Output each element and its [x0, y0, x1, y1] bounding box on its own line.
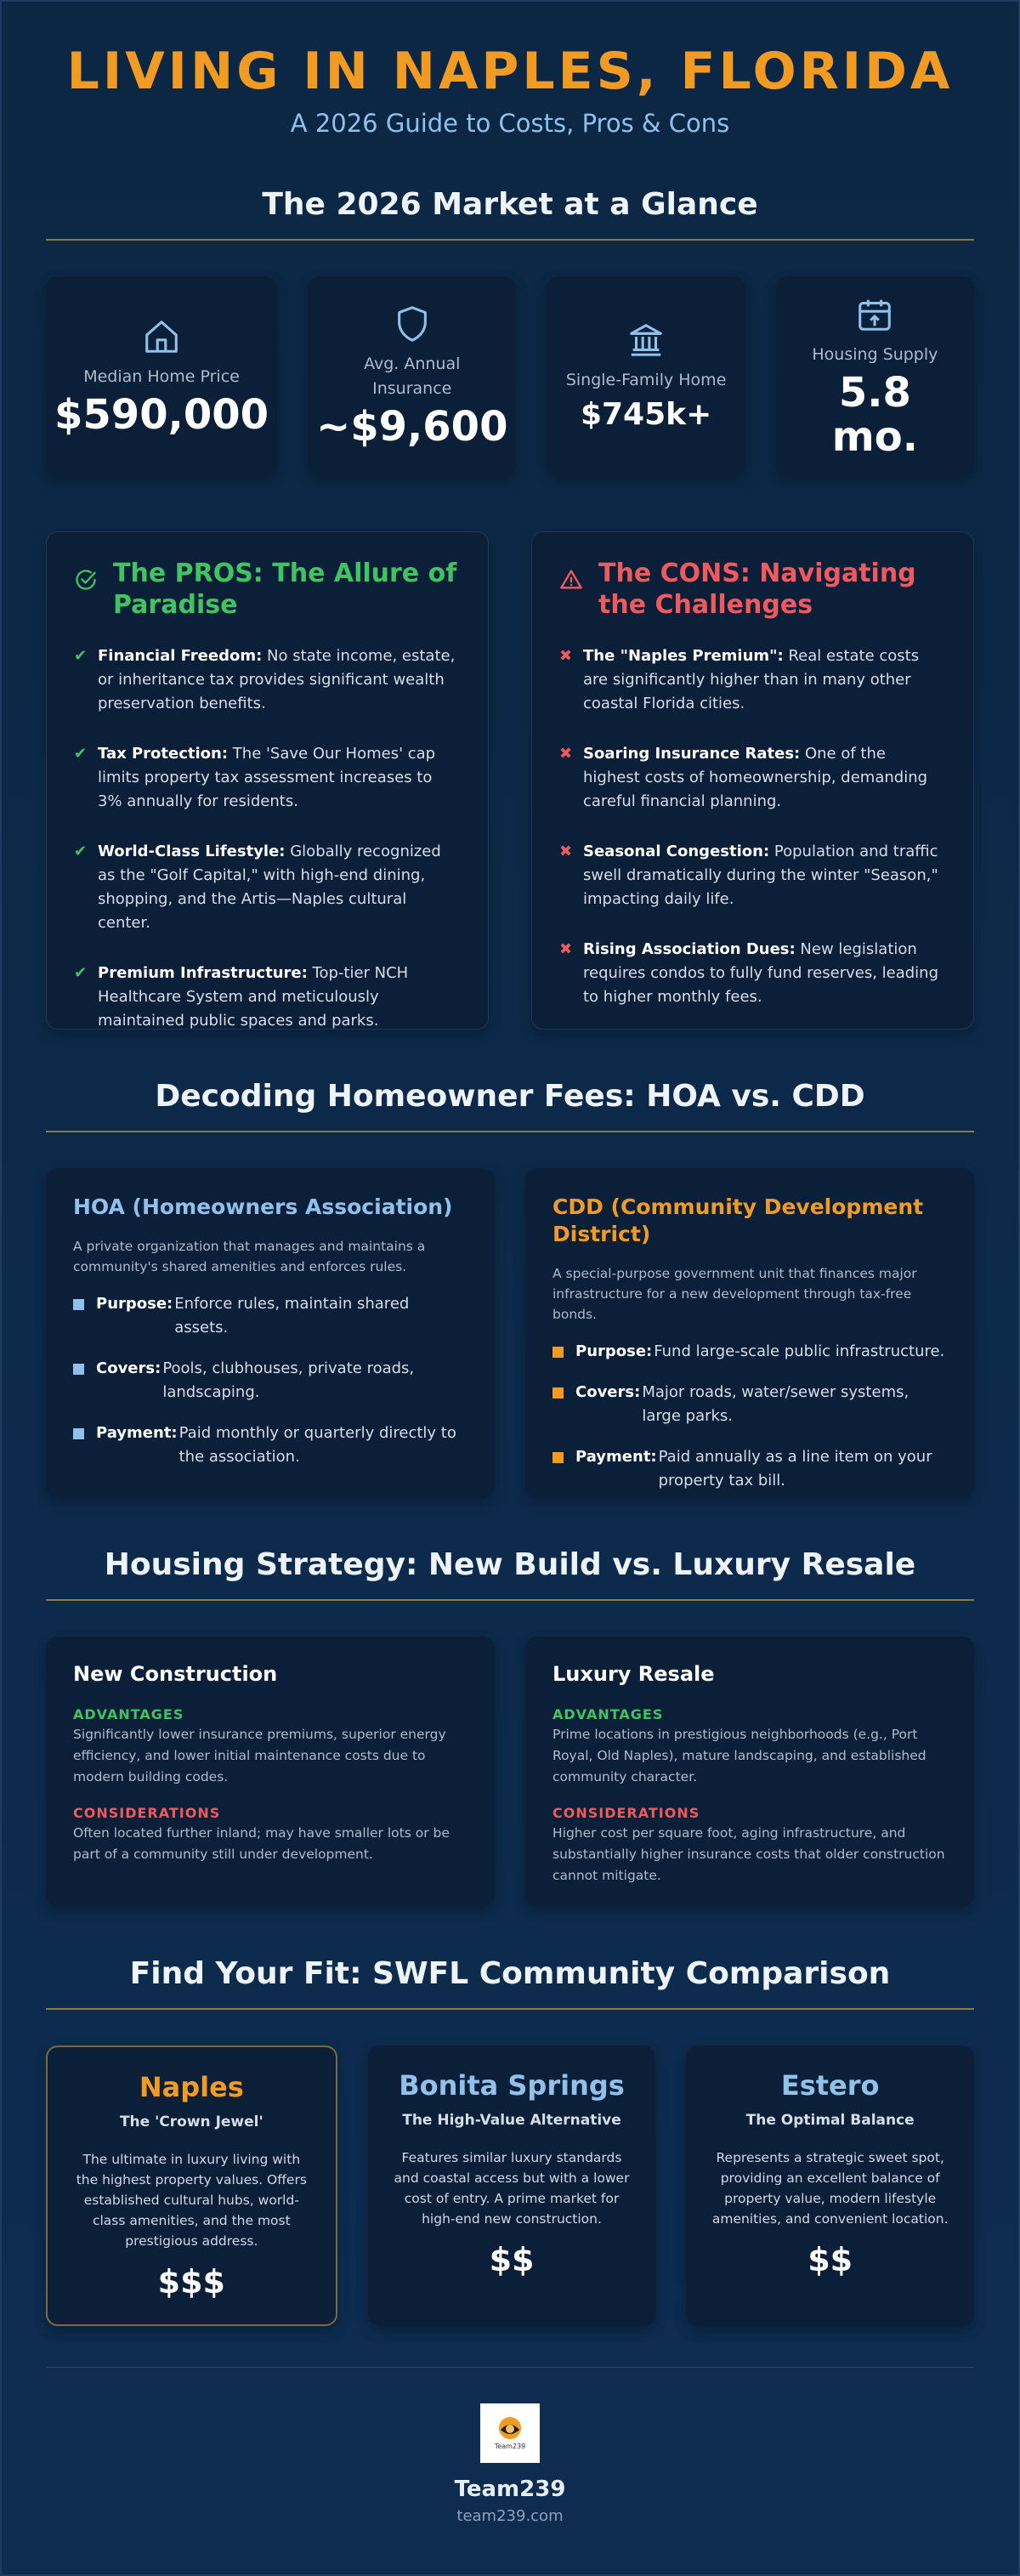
- considerations-text: Often located further inland; may have smaller lots or be part of a community still under development.: [73, 1825, 450, 1862]
- cons-item-text: [583, 938, 946, 1009]
- detail-value: Paid monthly or quarterly directly to the association.: [178, 1424, 456, 1466]
- price-level: $$: [489, 2241, 535, 2278]
- house-icon: [142, 317, 181, 356]
- pros-item-heading: Financial Freedom:: [98, 647, 263, 665]
- cons-card: [531, 531, 974, 1030]
- market-section: [46, 187, 974, 477]
- hoa-card: [46, 1168, 495, 1498]
- stat-label: Avg. Annual Insurance: [364, 355, 461, 398]
- cdd-detail-row: [552, 1381, 947, 1428]
- logo-mark-icon: [488, 2411, 532, 2455]
- square-bullet-icon: [552, 1387, 564, 1399]
- detail-value: Major roads, water/sewer systems, large parks.: [642, 1383, 910, 1425]
- stat-value: 5.8 mo.: [831, 368, 918, 461]
- cdd-description: A special-purpose government unit that finances major infrastructure for a new development through tax-free bonds.: [552, 1266, 917, 1322]
- hero: [46, 2, 974, 138]
- cons-item-body: Population and traffic swell dramatically during the winter "Season," impacting daily life.: [583, 843, 938, 908]
- pros-item-body: The 'Save Our Homes' cap limits property tax assessment increases to 3% annually for residents.: [98, 745, 436, 810]
- pros-item-body: Top-tier NCH Healthcare System and meticulously maintained public spaces and parks.: [98, 964, 409, 1030]
- advantages-text: Significantly lower insurance premiums, superior energy efficiency, and lower initial maintenance costs due to modern building codes.: [73, 1727, 446, 1784]
- calendar-icon: [855, 295, 894, 334]
- stat-card-insurance: [308, 276, 516, 477]
- pros-item-heading: Tax Protection:: [98, 745, 229, 763]
- considerations-text: Higher cost per square foot, aging infrastructure, and substantially higher insurance costs that older construction cannot mitigate.: [552, 1825, 945, 1883]
- stat-card-housing-supply: [776, 276, 974, 477]
- price-level: $$$: [157, 2263, 225, 2301]
- pros-item-text: [98, 840, 461, 935]
- cons-item: [559, 644, 946, 716]
- community-card-naples: [46, 2045, 337, 2326]
- cons-item-heading: Seasonal Congestion:: [583, 843, 770, 860]
- community-description: Represents a strategic sweet spot, providing an excellent balance of property value, modern lifestyle amenities, and convenient location.: [711, 2150, 949, 2227]
- warning-icon: [559, 568, 583, 592]
- advantages-text: Prime locations in prestigious neighborhoods (e.g., Port Royal, Old Naples), mature landscaping, and established community character.: [552, 1727, 926, 1784]
- detail-value: Fund large-scale public infrastructure.: [654, 1342, 945, 1360]
- checkmark-icon: ✔: [74, 843, 88, 860]
- advantages-label: ADVANTAGES: [73, 1706, 184, 1722]
- stat-value: $745k+: [580, 396, 712, 432]
- pros-item: [74, 742, 461, 814]
- communities-row: [46, 2045, 974, 2326]
- svg-text:Team239: Team239: [494, 2443, 526, 2450]
- cons-item-body: New legislation requires condos to fully fund reserves, leading to higher monthly fees.: [583, 940, 939, 1006]
- stat-value: $590,000: [54, 390, 269, 439]
- cons-item: [559, 938, 946, 1009]
- bank-icon: [626, 321, 666, 360]
- pros-item: [74, 962, 461, 1033]
- advantages-label: ADVANTAGES: [552, 1706, 664, 1722]
- pros-item-heading: Premium Infrastructure:: [98, 964, 308, 982]
- cons-item-text: [583, 840, 946, 911]
- cons-list: [559, 644, 946, 1009]
- community-name: Estero: [780, 2069, 880, 2102]
- pros-cons-section: [46, 531, 974, 1030]
- cons-item-body: Real estate costs are significantly higher than in many other coastal Florida cities.: [583, 647, 920, 712]
- communities-section: [46, 1956, 974, 2326]
- fees-title: Decoding Homeowner Fees: HOA vs. CDD: [155, 1079, 865, 1114]
- price-level: $$: [808, 2241, 853, 2278]
- community-tagline: The Optimal Balance: [745, 2112, 915, 2129]
- cdd-title: CDD (Community Development District): [552, 1194, 924, 1246]
- pros-item-body: Globally recognized as the "Golf Capital," with high-end dining, shopping, and the Artis—Naples cultural center.: [98, 843, 441, 932]
- detail-value: Paid annually as a line item on your property tax bill.: [658, 1448, 932, 1489]
- stats-row: [46, 276, 974, 477]
- stat-label: Single-Family Home: [565, 370, 727, 389]
- community-tagline: The High-Value Alternative: [402, 2112, 621, 2129]
- fees-section: [46, 1079, 974, 1498]
- strategy-row: [46, 1637, 974, 1907]
- pros-list: [74, 644, 461, 1033]
- market-title: The 2026 Market at a Glance: [262, 187, 758, 222]
- pros-item-body: No state income, estate, or inheritance tax provides significant wealth preservation benefits.: [98, 647, 456, 712]
- square-bullet-icon: [552, 1347, 564, 1358]
- hoa-details: [73, 1292, 468, 1469]
- strategy-card-new-construction: [46, 1637, 495, 1907]
- divider: [46, 1131, 974, 1132]
- brand-name: Team239: [454, 2477, 566, 2502]
- checkmark-icon: ✔: [74, 647, 88, 665]
- cons-item: [559, 840, 946, 911]
- stat-label: Median Home Price: [83, 366, 240, 386]
- pros-item-text: [98, 644, 461, 716]
- square-bullet-icon: [73, 1364, 84, 1375]
- detail-value: Enforce rules, maintain shared assets.: [174, 1295, 410, 1336]
- cons-title: The CONS: Navigating the Challenges: [598, 559, 916, 620]
- detail-key: Payment:: [575, 1448, 657, 1466]
- pros-item: [74, 644, 461, 716]
- pros-item-text: [98, 742, 461, 814]
- strategy-section: [46, 1547, 974, 1907]
- divider: [46, 2367, 974, 2368]
- cdd-details: [552, 1340, 947, 1493]
- cons-header: [559, 558, 946, 621]
- hoa-detail-row: [73, 1357, 468, 1404]
- cons-item: [559, 742, 946, 814]
- hoa-description: A private organization that manages and maintains a community's shared amenities and enforces rules.: [73, 1239, 426, 1274]
- community-name: Naples: [139, 2071, 244, 2103]
- square-bullet-icon: [73, 1299, 84, 1310]
- fees-row: [46, 1168, 974, 1498]
- community-card-estero: [686, 2045, 974, 2326]
- community-name: Bonita Springs: [399, 2069, 625, 2102]
- detail-key: Purpose:: [96, 1295, 173, 1313]
- detail-key: Payment:: [96, 1424, 178, 1442]
- stat-label: Housing Supply: [812, 344, 938, 364]
- community-card-bonita-springs: [368, 2045, 656, 2326]
- community-description: The ultimate in luxury living with the highest property values. Offers established cultural hubs, world-class amenities, and the most prestigious address.: [76, 2152, 307, 2249]
- detail-key: Purpose:: [575, 1342, 653, 1360]
- stat-card-single-family: [547, 276, 745, 477]
- x-mark-icon: ✖: [559, 745, 573, 763]
- checkmark-icon: ✔: [74, 964, 88, 982]
- divider: [46, 1599, 974, 1601]
- detail-key: Covers:: [575, 1383, 641, 1401]
- cons-item-heading: Soaring Insurance Rates:: [583, 745, 801, 763]
- cons-item-text: [583, 742, 946, 814]
- divider: [46, 239, 974, 241]
- strategy-card-title: New Construction: [73, 1662, 278, 1686]
- cons-item-heading: Rising Association Dues:: [583, 940, 796, 958]
- x-mark-icon: ✖: [559, 647, 573, 665]
- considerations-label: CONSIDERATIONS: [73, 1805, 221, 1821]
- detail-value: Pools, clubhouses, private roads, landscaping.: [162, 1359, 415, 1401]
- strategy-card-luxury-resale: [525, 1637, 974, 1907]
- hoa-title: HOA (Homeowners Association): [73, 1194, 453, 1219]
- square-bullet-icon: [73, 1428, 84, 1439]
- pros-card: [46, 531, 489, 1030]
- cons-item-body: One of the highest costs of homeownership, demanding careful financial planning.: [583, 745, 928, 810]
- community-description: Features similar luxury standards and coastal access but with a lower cost of entry. A prime market for high-end new construction.: [394, 2150, 630, 2227]
- detail-key: Covers:: [96, 1359, 162, 1377]
- team239-logo: [480, 2403, 540, 2463]
- hoa-detail-row: [73, 1292, 468, 1340]
- cdd-card: [525, 1168, 974, 1498]
- pros-header: [74, 558, 461, 621]
- community-tagline: The 'Crown Jewel': [119, 2114, 264, 2131]
- cons-item-text: [583, 644, 946, 716]
- pros-title: The PROS: The Allure of Paradise: [113, 559, 457, 620]
- pros-item: [74, 840, 461, 935]
- strategy-title: Housing Strategy: New Build vs. Luxury Resale: [104, 1547, 916, 1582]
- strategy-card-title: Luxury Resale: [552, 1662, 715, 1686]
- square-bullet-icon: [552, 1452, 564, 1463]
- stat-card-median-price: [46, 276, 277, 477]
- hoa-detail-row: [73, 1421, 468, 1469]
- divider: [46, 2008, 974, 2010]
- cdd-detail-row: [552, 1340, 947, 1364]
- page-title: LIVING IN NAPLES, FLORIDA: [66, 42, 954, 101]
- website-link[interactable]: team239.com: [456, 2507, 564, 2525]
- considerations-label: CONSIDERATIONS: [552, 1805, 700, 1821]
- x-mark-icon: ✖: [559, 940, 573, 958]
- check-circle-icon: [74, 568, 98, 592]
- cons-item-heading: The "Naples Premium":: [583, 647, 784, 665]
- x-mark-icon: ✖: [559, 843, 573, 860]
- pros-item-text: [98, 962, 461, 1033]
- communities-title: Find Your Fit: SWFL Community Comparison: [129, 1956, 891, 1991]
- shield-icon: [393, 304, 432, 343]
- footer: [46, 2403, 974, 2525]
- pros-item-heading: World-Class Lifestyle:: [98, 843, 286, 860]
- stat-value: ~$9,600: [316, 403, 508, 451]
- cdd-detail-row: [552, 1445, 947, 1493]
- page-subtitle: A 2026 Guide to Costs, Pros & Cons: [290, 109, 730, 138]
- checkmark-icon: ✔: [74, 745, 88, 763]
